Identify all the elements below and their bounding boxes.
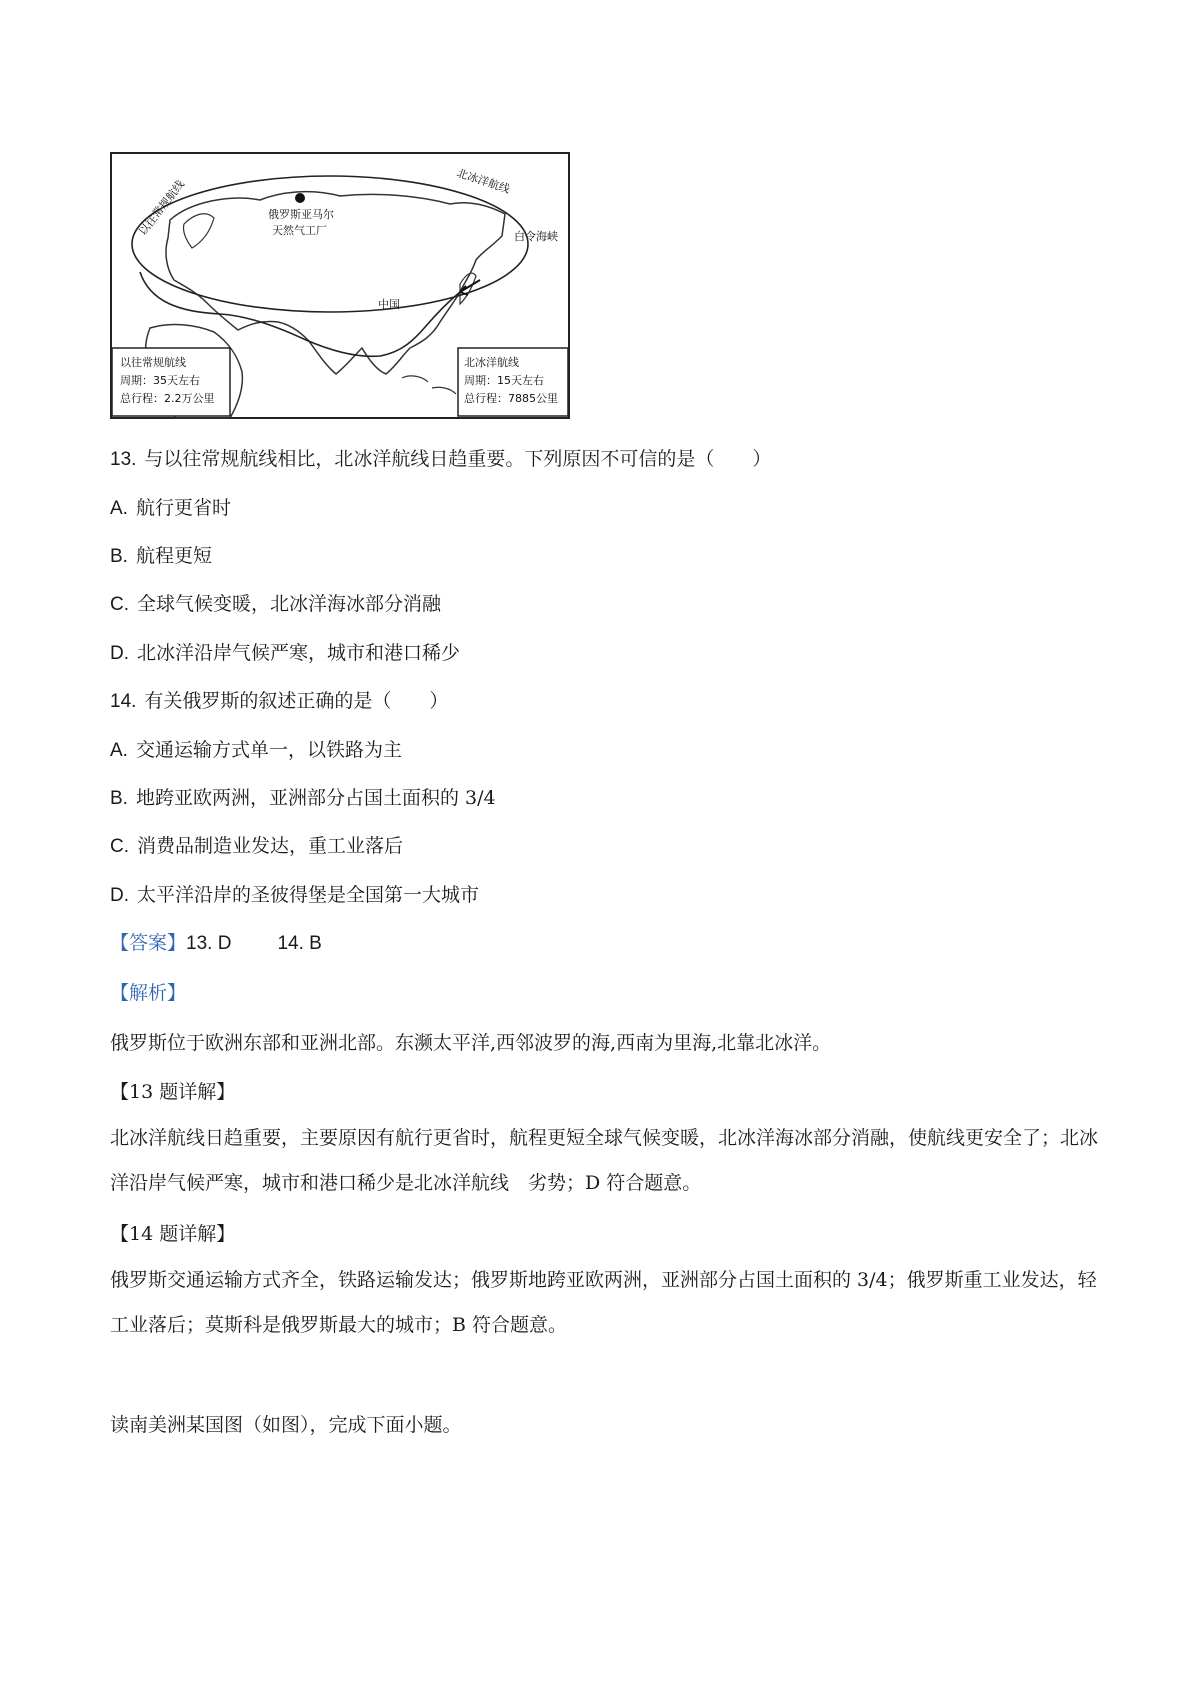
detail-14-text: 俄罗斯交通运输方式齐全，铁路运输发达；俄罗斯地跨亚欧两洲，亚洲部分占国土面积的 3/4；俄罗斯重工业发达，轻工业落后；莫斯科是俄罗斯最大的城市；B 符合题意。 <box>110 1269 1097 1336</box>
gas-plant-marker <box>295 193 305 203</box>
legend-right-distance: 总行程：7885公里 <box>464 392 558 405</box>
option-letter: D. <box>110 885 129 906</box>
answer-13: 13. D <box>186 933 232 954</box>
legend-left-title: 以往常规航线 <box>120 356 186 369</box>
option-text: 地跨亚欧两洲，亚洲部分占国土面积的 3/4 <box>135 787 496 809</box>
analysis-label-line <box>110 980 186 1006</box>
gas-plant-label-1: 俄罗斯亚马尔 <box>268 208 334 221</box>
q13-stem-text: 与以往常规航线相比，北冰洋航线日趋重要。下列原因不可信的是（ ） <box>144 448 772 470</box>
q14-number: 14. <box>110 691 137 712</box>
q14-option-a <box>110 737 402 764</box>
legend-right-period: 周期：15天左右 <box>464 374 544 387</box>
option-letter: A. <box>110 498 128 519</box>
option-text: 全球气候变暖，北冰洋海冰部分消融 <box>137 593 442 615</box>
legend-left-period: 周期：35天左右 <box>120 374 200 387</box>
q14-option-d <box>110 882 479 909</box>
option-letter: B. <box>110 546 128 567</box>
option-text: 航行更省时 <box>135 497 231 519</box>
option-letter: B. <box>110 788 128 809</box>
option-text: 太平洋沿岸的圣彼得堡是全国第一大城市 <box>137 884 480 906</box>
detail-13-text: 北冰洋航线日趋重要，主要原因有航行更省时，航程更短全球气候变暖，北冰洋海冰部分消融，使航线更安全了；北冰洋沿岸气候严寒，城市和港口稀少是北冰洋航线 劣势；D 符合题意。 <box>110 1127 1099 1194</box>
old-route-label: 以往常规航线 <box>136 177 187 238</box>
option-letter: D. <box>110 643 129 664</box>
q13-number: 13. <box>110 449 137 470</box>
option-text: 消费品制造业发达，重工业落后 <box>137 835 404 857</box>
q13-option-d <box>110 640 460 667</box>
q13-option-b <box>110 543 212 570</box>
legend-left-distance: 总行程：2.2万公里 <box>120 392 215 405</box>
answer-14: 14. B <box>277 933 322 954</box>
q14-option-b <box>110 785 496 812</box>
q13-stem <box>110 446 771 473</box>
answer-line <box>110 930 322 957</box>
q14-stem-text: 有关俄罗斯的叙述正确的是（ ） <box>144 690 449 712</box>
legend-right-title: 北冰洋航线 <box>464 356 519 369</box>
analysis-label: 【解析】 <box>110 982 187 1004</box>
detail-14-title: 【14 题详解】 <box>110 1223 236 1245</box>
route-map-figure <box>110 152 570 419</box>
option-text: 北冰洋沿岸气候严寒，城市和港口稀少 <box>137 642 461 664</box>
answer-label: 【答案】 <box>110 932 187 954</box>
china-label: 中国 <box>378 298 400 311</box>
option-letter: A. <box>110 740 128 761</box>
bering-strait-label: 白令海峡 <box>514 230 558 243</box>
option-text: 航程更短 <box>135 545 212 567</box>
arctic-route-label: 北冰洋航线 <box>455 166 512 196</box>
option-text: 交通运输方式单一，以铁路为主 <box>135 739 402 761</box>
q13-option-c <box>110 591 441 618</box>
q14-option-c <box>110 833 403 860</box>
gas-plant-label-2: 天然气工厂 <box>272 224 327 237</box>
analysis-intro: 俄罗斯位于欧洲东部和亚洲北部。东濒太平洋,西邻波罗的海,西南为里海,北靠北冰洋。 <box>110 1032 832 1054</box>
route-map-svg <box>110 152 570 419</box>
q14-stem <box>110 688 448 715</box>
option-letter: C. <box>110 594 129 615</box>
detail-13-title: 【13 题详解】 <box>110 1081 236 1103</box>
next-section-intro: 读南美洲某国图（如图），完成下面小题。 <box>110 1414 462 1436</box>
q13-option-a <box>110 495 231 522</box>
option-letter: C. <box>110 836 129 857</box>
